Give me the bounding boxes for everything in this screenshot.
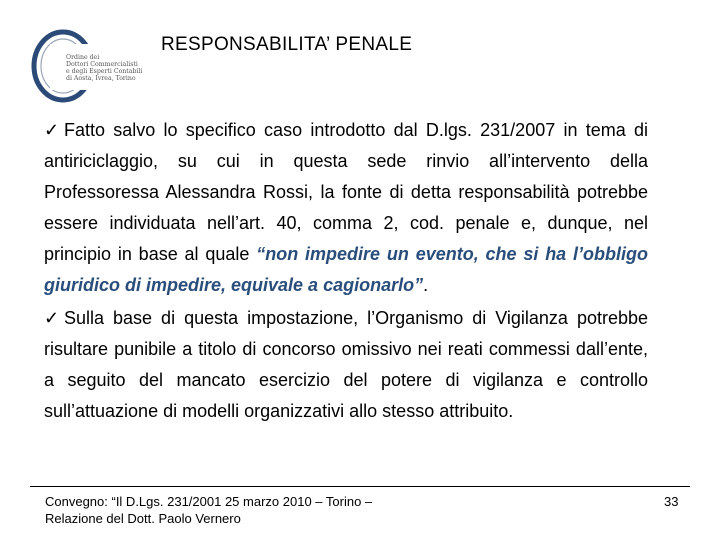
logo-line: e degli Esperti Contabili bbox=[66, 68, 143, 75]
footer-line: Relazione del Dott. Paolo Vernero bbox=[45, 510, 241, 526]
logo-line: Ordine dei bbox=[66, 54, 100, 61]
footer bbox=[45, 494, 372, 527]
footer-divider bbox=[30, 486, 690, 487]
quoted-principle: “non impedire un evento, che si ha l’obbligo giuridico di impedire, equivale a cagionarlo” bbox=[44, 244, 648, 296]
page-number: 33 bbox=[664, 494, 679, 509]
paragraph-text: Fatto salvo lo specifico caso introdotto dal D.lgs. 231/2007 in tema di antiriciclaggio, su cui in questa sede rinvio all’intervento della Professoressa Alessandra Rossi, la fonte di detta responsabilità potrebbe essere individuata nell’art. 40, comma 2, cod. penale e, dunque, nel principio in base al quale bbox=[44, 120, 648, 265]
page-title: RESPONSABILITA’ PENALE bbox=[161, 34, 413, 55]
checkmark-icon: ✓ bbox=[44, 308, 60, 328]
logo-line: di Aosta, Ivrea, Torino bbox=[66, 75, 136, 82]
paragraph-text: Sulla base di questa impostazione, l’Organismo di Vigilanza potrebbe risultare punibile a titolo di concorso omissivo nei reati commessi dall’ente, a seguito del mancato esercizio del potere di vigilanza e controllo sull’attuazione di modelli organizzativi allo stesso attribuito. bbox=[44, 308, 648, 422]
paragraph-2 bbox=[44, 303, 648, 427]
logo-text bbox=[66, 54, 142, 82]
paragraph-end: . bbox=[423, 275, 429, 296]
logo-line: Dottori Commercialisti bbox=[66, 61, 138, 68]
checkmark-icon: ✓ bbox=[44, 120, 60, 140]
logo bbox=[30, 26, 150, 106]
paragraph-1 bbox=[44, 115, 648, 302]
footer-line: Convegno: “Il D.Lgs. 231/2001 25 marzo 2010 – Torino – bbox=[45, 494, 373, 509]
